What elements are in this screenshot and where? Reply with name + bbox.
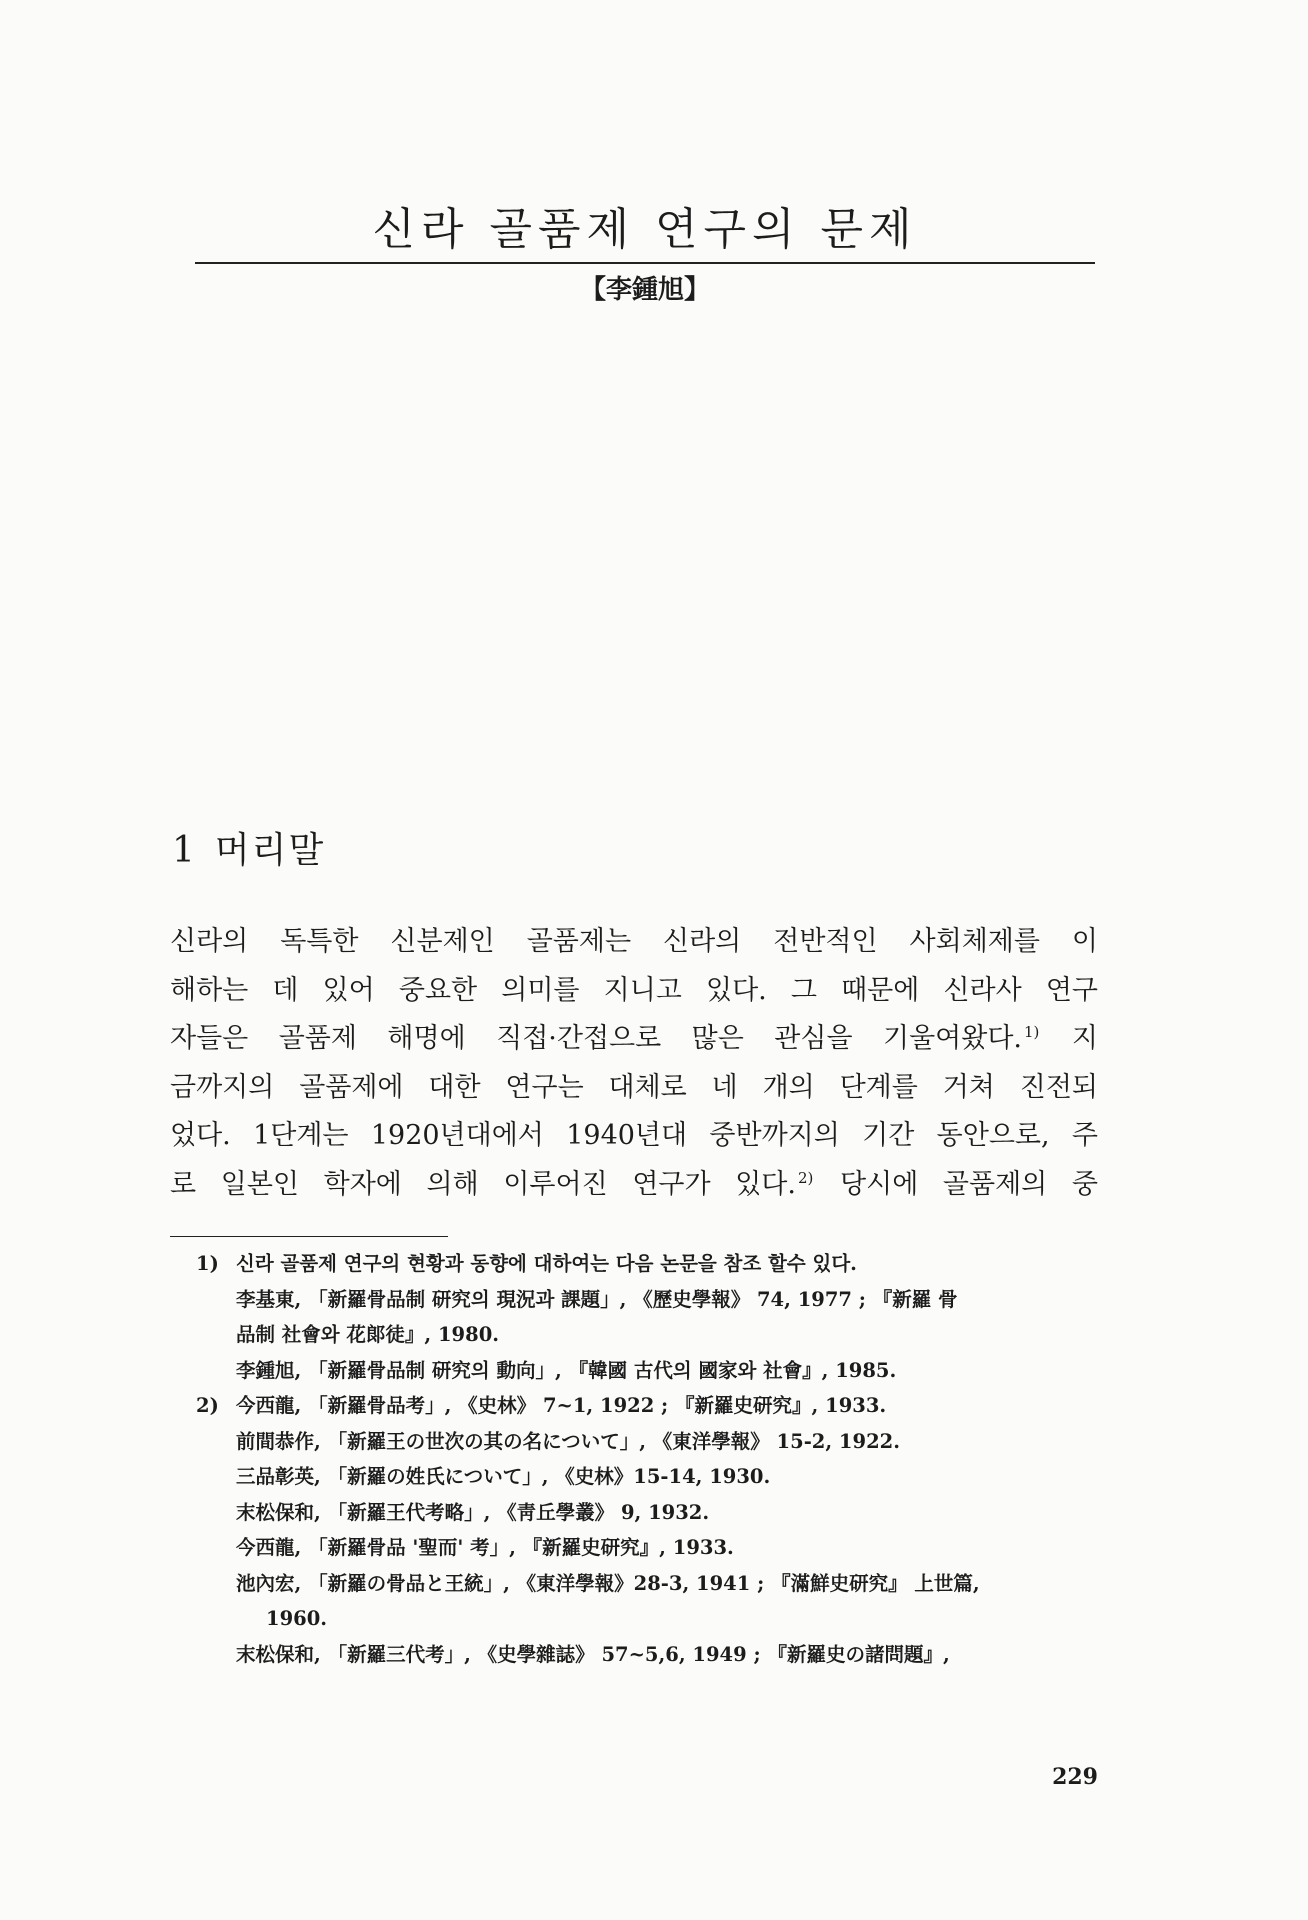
body-line: 었다. 1단계는 1920년대에서 1940년대 중반까지의 기간 동안으로, 주: [170, 1120, 1098, 1151]
footnote-text: 李鍾旭, 「新羅骨品制 研究의 動向」, 『韓國 古代의 國家와 社會』, 1985.: [236, 1358, 897, 1382]
footnote-line: [196, 1317, 1098, 1353]
footnote-line: [196, 1566, 1098, 1602]
body-line-tail: 당시에 골품제의 중: [840, 1168, 1098, 1200]
section-title: 머리말: [214, 830, 326, 871]
author-name: 【李鍾旭】: [579, 275, 710, 305]
footnote-line: [196, 1246, 1098, 1282]
body-paragraph: [170, 918, 1098, 1209]
section-heading: [172, 826, 325, 876]
footnotes: [196, 1246, 1098, 1672]
footnote-text: 신라 골품제 연구의 현황과 동향에 대하여는 다음 논문을 참조 할수 있다.: [236, 1252, 857, 1275]
footnote-text: 末松保和, 「新羅王代考略」, 《靑丘學叢》 9, 1932.: [236, 1500, 710, 1524]
footnote-text: 今西龍, 「新羅骨品考」, 《史林》 7~1, 1922 ; 『新羅史研究』, 1933.: [236, 1394, 887, 1417]
footnote-mark: 2): [196, 1394, 219, 1417]
footnote-ref-2[interactable]: 2): [797, 1168, 814, 1187]
footnote-line: [196, 1353, 1098, 1389]
body-line-text: 자들은 골품제 해명에 직접·간접으로 많은 관심을 기울여왔다.: [170, 1023, 1023, 1054]
body-line: [170, 1161, 1098, 1210]
footnote-line: [196, 1637, 1098, 1673]
footnote-text: 末松保和, 「新羅三代考」, 《史學雜誌》 57~5,6, 1949 ; 『新羅史の諸問題』,: [236, 1642, 950, 1666]
body-line: [170, 1015, 1098, 1064]
footnote-line: [196, 1601, 1098, 1637]
footnote-text: 品制 社會와 花郞徒』, 1980.: [236, 1323, 500, 1346]
footnote-line: [196, 1388, 1098, 1424]
footnote-ref-1[interactable]: 1): [1024, 1023, 1040, 1041]
title-rule: [195, 262, 1095, 264]
body-line: 금까지의 골품제에 대한 연구는 대체로 네 개의 단계를 거쳐 진전되: [170, 1071, 1098, 1103]
footnote-line: [196, 1495, 1098, 1531]
footnote-text: 1960.: [266, 1607, 328, 1630]
footnote-line: [196, 1530, 1098, 1566]
footnote-mark: 1): [196, 1252, 219, 1275]
body-line: 신라의 독특한 신분제인 골품제는 신라의 전반적인 사회체제를 이: [170, 926, 1098, 957]
footnote-line: [196, 1459, 1098, 1495]
footnote-text: 三品彰英, 「新羅の姓氏について」, 《史林》15-14, 1930.: [236, 1465, 771, 1488]
body-line-tail: 지: [1071, 1023, 1098, 1054]
footnote-line: [196, 1282, 1098, 1318]
footnote-line: [196, 1424, 1098, 1460]
body-line-text: 로 일본인 학자에 의해 이루어진 연구가 있다.: [170, 1168, 796, 1200]
page-number: 229: [1052, 1764, 1098, 1790]
section-number: 1: [172, 830, 197, 871]
footnote-text: 前間恭作, 「新羅王の世次の其の名について」, 《東洋學報》 15-2, 1922.: [236, 1429, 900, 1453]
article-title: 신라 골품제 연구의 문제: [372, 204, 918, 255]
footnote-rule: [170, 1236, 448, 1237]
footnote-text: 今西龍, 「新羅骨品 '聖而' 考」, 『新羅史研究』, 1933.: [236, 1536, 734, 1559]
body-line: 해하는 데 있어 중요한 의미를 지니고 있다. 그 때문에 신라사 연구: [170, 974, 1098, 1006]
footnote-text: 李基東, 「新羅骨品制 研究의 現況과 課題」, 《歷史學報》 74, 1977 ; 『新羅 骨: [236, 1287, 958, 1311]
footnote-text: 池內宏, 「新羅の骨品と王統」, 《東洋學報》28-3, 1941 ; 『滿鮮史研究』 上世篇,: [236, 1571, 980, 1595]
